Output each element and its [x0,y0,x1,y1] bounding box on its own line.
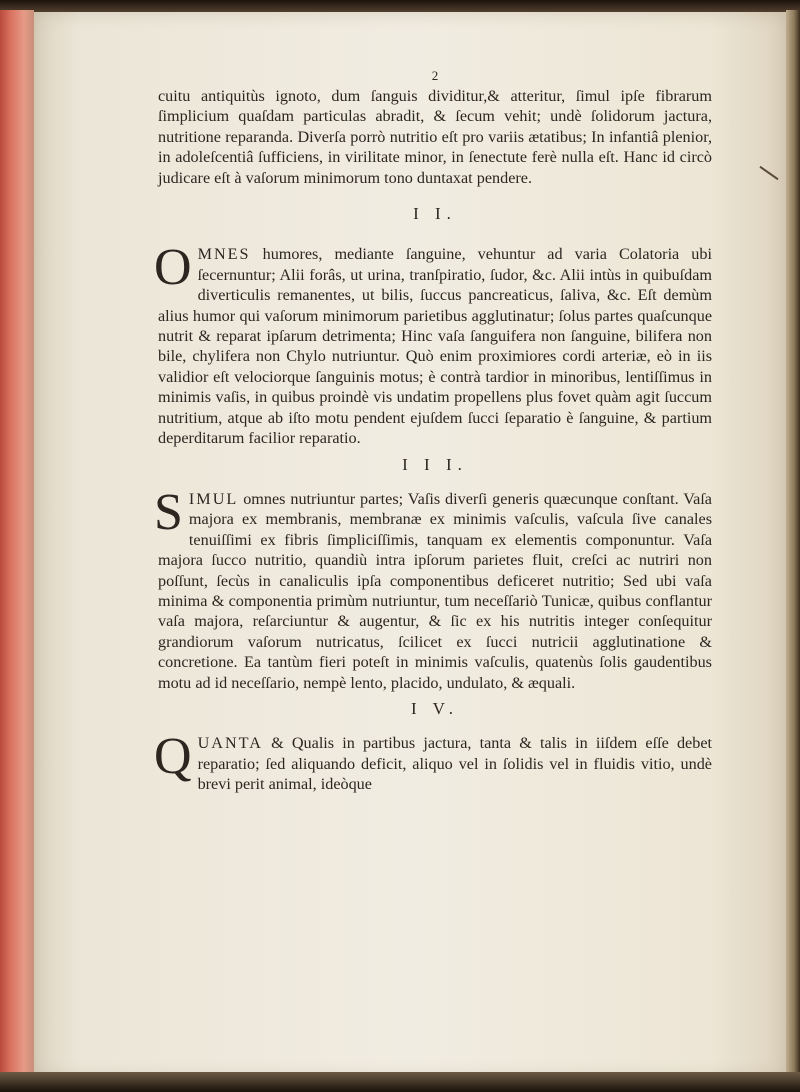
intro-paragraph [158,86,712,188]
section-text: omnes nutriuntur partes; Vaſis diverſi generis quæcunque conſtant. Vaſa majora ex membranis, membranæ ex minimis vaſculis, vaſcula ſive canales tenuiſſimi ex fibris ſimpliciſſimis, tanquam ex elementis componuntur. Vaſa majora ſucco nutritio, quandiù intra ipſorum parietes fluit, creſci ac nutriri non poſſunt, ſecùs in canaliculis ipſa componentibus deficeret nutritio; Sed ubi vaſa minima & componentia primùm nutriuntur, tum neceſſariò Tunicæ, quibus conflantur vaſa majora, reſarciuntur & augentur, & ſic ex his nutritis integer conſequitur grandiorum vaſorum nutricatus, ſcilicet ex ſucci nutricii agglutinatione & concretione. Ea tantùm fieri poteſt in minimis vaſculis, quatenùs ſolis gaudentibus motu ad id neceſſario, nempè lento, placido, undulato, & æquali. [158,489,712,692]
lead-word: IMUL [188,489,239,508]
drop-cap: S [154,483,183,541]
section-3-paragraph [154,483,712,693]
right-edge [786,10,800,1080]
lead-word: UANTA [197,734,263,753]
section-text: & Qualis in partibus jactura, tanta & talis in iiſdem eſſe debet reparatio; ſed aliquando deficit, aliquo vel in ſolidis vel in fluidis vitio, undè brevi perit animal, ideòque [197,734,712,794]
lead-word: MNES [197,245,251,264]
section-3-heading: I I I. [402,454,468,474]
intro-text: cuitu antiquitùs ignoto, dum ſanguis dividitur,& atteritur, ſimul ipſe fibrarum ſimplicium quaſdam particulas abradit, & ſecum vehit; undè ſolidorum jactura, nutritione reparanda. Diverſa porrò nutritio eſt pro variis ætatibus; In infantiâ plenior, in adoleſcentiâ ſufficiens, in virilitate minor, in ſenectute ferè nulla eſt. Hanc id circò judicare eſt à vaſorum minimorum tono duntaxat pendere. [158,87,712,187]
section-4-heading: I V. [411,698,459,718]
text-block [154,68,712,795]
drop-cap: O [154,239,192,297]
section-2-heading: I I. [413,204,457,224]
red-page-edge [0,10,34,1080]
section-4-paragraph [154,728,712,794]
drop-cap: Q [154,728,192,786]
page-number: 2 [431,68,439,83]
section-2-paragraph [154,239,712,448]
section-text: humores, mediante ſanguine, vehuntur ad varia Colatoria ubi ſecernuntur; Alii forâs, ut urina, tranſpiratio, ſudor, &c. Alii intùs in quibuſdam diverticulis remanentes, ut bilis, ſuccus pancreaticus, ſaliva, &c. Eſt demùm alius humor qui vaſorum minimorum parietibus agglutinatur; ſolus partes quaſcunque nutrit & reparat ipſarum detrimenta; Hinc vaſa ſanguifera non ſanguine, bilifera non bile, chylifera non Chylo nutriuntur. Quò enim proximiores cordi arteriæ, eò in iis validior eſt velociorque ſanguinis motus; è contrà tardior in minoribus, lentiſſimus in minimis vaſis, in quibus proindè vis undatim propellens plus fovet quàm agit ſuccum nutritium, atque ab iſto motu pendent ejuſdem ſucci ſeparatio è ſanguine, & partium deperditarum facilior reparatio. [158,245,712,448]
bottom-edge [0,1072,800,1092]
